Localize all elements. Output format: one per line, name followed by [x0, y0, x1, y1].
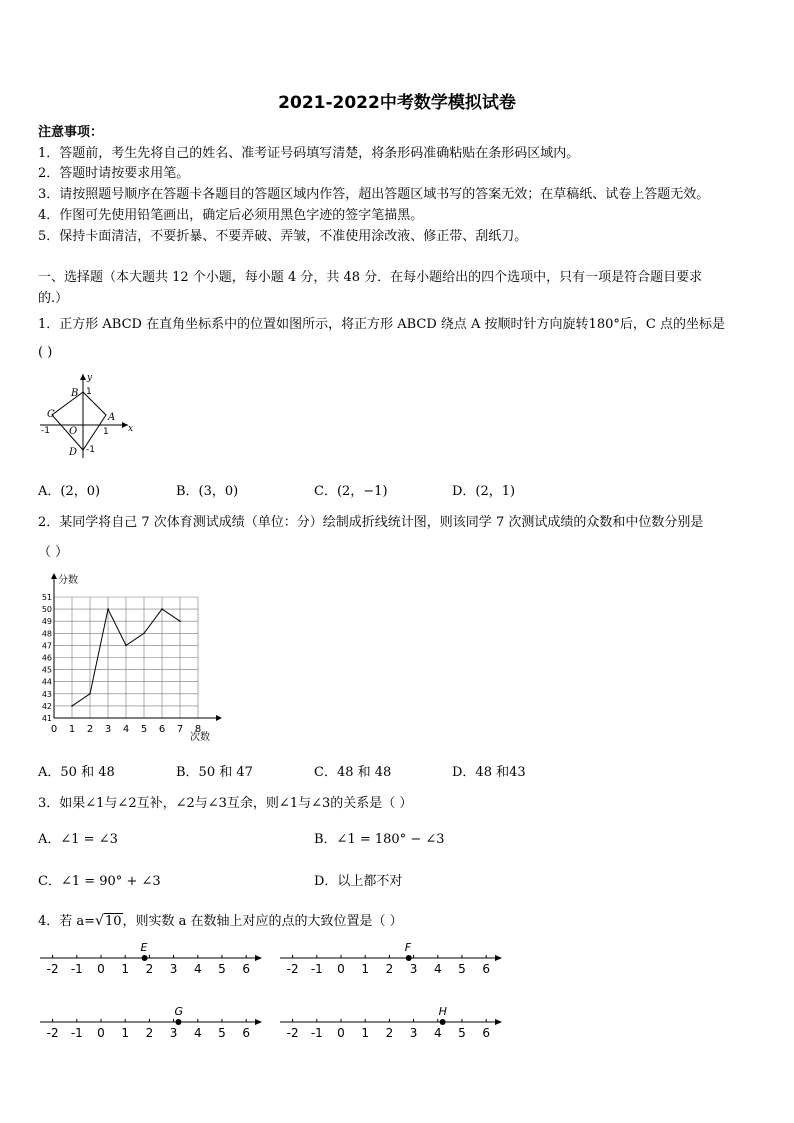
- y-tick-label: 47: [41, 641, 52, 651]
- y-axis-arrow: [51, 573, 57, 579]
- data-point: [89, 693, 91, 695]
- notice-item: 4．作图可先使用铅笔画出，确定后必须用黑色字迹的签字笔描黑。: [38, 208, 424, 223]
- tick-label: -1: [310, 1026, 323, 1040]
- x-tick-label: 1: [68, 724, 76, 735]
- y-tick-label: 51: [41, 593, 52, 602]
- point-label-f: F: [404, 941, 412, 954]
- q2-paren: （ ）: [38, 545, 69, 560]
- point-f: [406, 955, 412, 961]
- x-tick-label: 6: [158, 724, 166, 735]
- tick-label: 0: [337, 962, 345, 976]
- y-axis-label: 分数: [58, 575, 78, 586]
- tick-label: 3: [169, 962, 178, 976]
- tick-label: 2: [385, 1026, 394, 1040]
- q3-stem: 3．如果∠1与∠2互补，∠2与∠3互余，则∠1与∠3的关系是（ ）: [38, 796, 413, 811]
- label-1-top: 1: [86, 387, 92, 397]
- label-b: B: [71, 388, 79, 399]
- tick-label: 3: [409, 1026, 418, 1040]
- tick-label: 6: [482, 962, 491, 976]
- y-tick-label: 44: [41, 677, 52, 687]
- y-tick-label: 43: [41, 689, 52, 699]
- label-neg1-bottom: -1: [86, 445, 95, 455]
- label-1-right: 1: [103, 427, 109, 437]
- point-label-e: E: [140, 941, 148, 954]
- tick-label: -1: [310, 962, 323, 976]
- tick-label: 2: [385, 962, 394, 976]
- x-tick-label: 3: [104, 724, 112, 735]
- label-y: y: [87, 373, 93, 383]
- number-line-arrow: [495, 955, 502, 961]
- q1-option-d: D．(2，1): [452, 484, 516, 499]
- square-abcd: [52, 392, 106, 450]
- label-a: A: [108, 412, 116, 423]
- number-line-g: [36, 1000, 264, 1040]
- sqrt-symbol: √: [95, 913, 104, 929]
- tick-label: 2: [145, 1026, 154, 1040]
- q3-option-b: B．∠1 = 180° − ∠3: [314, 832, 445, 847]
- x-axis-arrow: [216, 715, 222, 721]
- notice-item: 3．请按照题号顺序在答题卡各题目的答题区域内作答，超出答题区域书写的答案无效；在草稿纸、试卷上答题无效。: [38, 187, 710, 202]
- x-tick-label: 4: [122, 724, 130, 735]
- chart-tick-labels: [42, 593, 201, 735]
- tick-label: 1: [361, 962, 370, 976]
- x-tick-label: 5: [140, 724, 148, 735]
- q3-option-c: C．∠1 = 90° + ∠3: [38, 874, 161, 889]
- q1-figure: [36, 370, 136, 465]
- q1-option-b: B．(3，0): [176, 484, 239, 499]
- y-tick-label: 42: [41, 701, 52, 711]
- q4-stem: [38, 910, 403, 929]
- point-e: [142, 955, 148, 961]
- tick-label: 1: [121, 962, 130, 976]
- tick-label: 0: [97, 1026, 105, 1040]
- data-point: [179, 620, 181, 622]
- y-tick-label: 41: [41, 714, 52, 723]
- notice-item: 5．保持卡面清洁，不要折暴、不要弄破、弄皱，不准使用涂改液、修正带、刮纸刀。: [38, 229, 528, 244]
- data-point: [161, 608, 163, 610]
- page-title: 2021-2022中考数学模拟试卷: [278, 93, 516, 113]
- data-point: [107, 608, 109, 610]
- x-tick-label: 0: [50, 724, 58, 735]
- q2-option-a: A．50 和 48: [38, 765, 115, 780]
- q1-option-a: A．(2，0): [38, 484, 101, 499]
- number-line-arrow: [255, 1019, 262, 1025]
- tick-label: 5: [218, 1026, 226, 1040]
- q1-paren: ( ): [38, 345, 53, 360]
- tick-label: 1: [121, 1026, 130, 1040]
- label-d: D: [69, 447, 78, 458]
- number-line-h: [276, 1000, 504, 1040]
- x-tick-label: 2: [86, 724, 94, 735]
- y-tick-label: 50: [41, 605, 52, 615]
- tick-label: -1: [70, 962, 83, 976]
- label-neg1-left: -1: [41, 426, 50, 436]
- q2-line-chart: [38, 570, 226, 748]
- number-line-arrow: [255, 955, 262, 961]
- label-x: x: [128, 424, 134, 434]
- tick-label: 6: [242, 962, 251, 976]
- y-tick-label: 46: [41, 653, 52, 663]
- tick-label: 4: [433, 1026, 442, 1040]
- tick-label: 4: [193, 1026, 202, 1040]
- q1-option-c: C．(2，−1): [314, 484, 388, 499]
- tick-label: 4: [433, 962, 442, 976]
- x-tick-label: 8: [194, 724, 202, 735]
- tick-label: -2: [286, 1026, 299, 1040]
- tick-label: 0: [337, 1026, 345, 1040]
- tick-label: 6: [242, 1026, 251, 1040]
- tick-label: 3: [169, 1026, 178, 1040]
- tick-label: 5: [218, 962, 226, 976]
- x-axis-label: 次数: [190, 732, 210, 743]
- point-g: [175, 1019, 181, 1025]
- notice-heading: 注意事项：: [38, 125, 104, 140]
- tick-label: -2: [46, 962, 59, 976]
- number-line-f: [276, 936, 504, 976]
- tick-label: 3: [409, 962, 418, 976]
- q2-option-b: B．50 和 47: [176, 765, 253, 780]
- point-h: [440, 1019, 446, 1025]
- y-tick-label: 48: [41, 629, 52, 639]
- notice-item: 2．答题时请按要求用笔。: [38, 166, 190, 181]
- sqrt-radicand: 10: [104, 914, 122, 929]
- q2-option-c: C．48 和 48: [314, 765, 392, 780]
- q2-stem: 2．某同学将自己 7 次体育测试成绩（单位：分）绘制成折线统计图，则该同学 7 次测试成绩的众数和中位数分别是: [38, 515, 704, 530]
- tick-label: -1: [70, 1026, 83, 1040]
- tick-label: 1: [361, 1026, 370, 1040]
- section-heading-line2: 的.）: [38, 291, 69, 306]
- x-tick-label: 7: [176, 724, 184, 735]
- tick-label: 2: [145, 962, 154, 976]
- label-o: O: [69, 426, 78, 437]
- y-tick-label: 49: [41, 617, 52, 627]
- y-tick-label: 45: [41, 665, 52, 675]
- q3-option-a: A．∠1 = ∠3: [38, 832, 118, 847]
- q4-stem-prefix: 4．若 a=: [38, 914, 96, 929]
- tick-label: 0: [97, 962, 105, 976]
- tick-label: 6: [482, 1026, 491, 1040]
- q2-option-d: D．48 和43: [452, 765, 526, 780]
- q1-stem: 1．正方形 ABCD 在直角坐标系中的位置如图所示，将正方形 ABCD 绕点 A 按顺时针方向旋转180°后，C 点的坐标是: [38, 317, 725, 332]
- q3-option-d: D．以上都不对: [314, 874, 403, 889]
- chart-grid: [54, 597, 198, 718]
- tick-label: -2: [286, 962, 299, 976]
- tick-label: 5: [458, 1026, 466, 1040]
- section-heading-line1: 一、选择题（本大题共 12 个小题，每小题 4 分，共 48 分．在每小题给出的四个选项中，只有一项是符合题目要求: [38, 270, 703, 285]
- number-line-e: [36, 936, 264, 976]
- notice-item: 1．答题前，考生先将自己的姓名、准考证号码填写清楚，将条形码准确粘贴在条形码区域内。: [38, 146, 580, 161]
- label-c: C: [47, 409, 55, 420]
- tick-label: 4: [193, 962, 202, 976]
- q4-stem-suffix: ，则实数 a 在数轴上对应的点的大致位置是（ ）: [122, 914, 403, 929]
- data-point: [71, 705, 73, 707]
- point-label-g: G: [174, 1005, 183, 1018]
- point-label-h: H: [438, 1005, 447, 1018]
- y-axis-arrow: [80, 374, 86, 380]
- tick-label: -2: [46, 1026, 59, 1040]
- data-point: [125, 645, 127, 647]
- number-line-arrow: [495, 1019, 502, 1025]
- tick-label: 5: [458, 962, 466, 976]
- data-point: [143, 633, 145, 635]
- chart-axes: [51, 573, 222, 721]
